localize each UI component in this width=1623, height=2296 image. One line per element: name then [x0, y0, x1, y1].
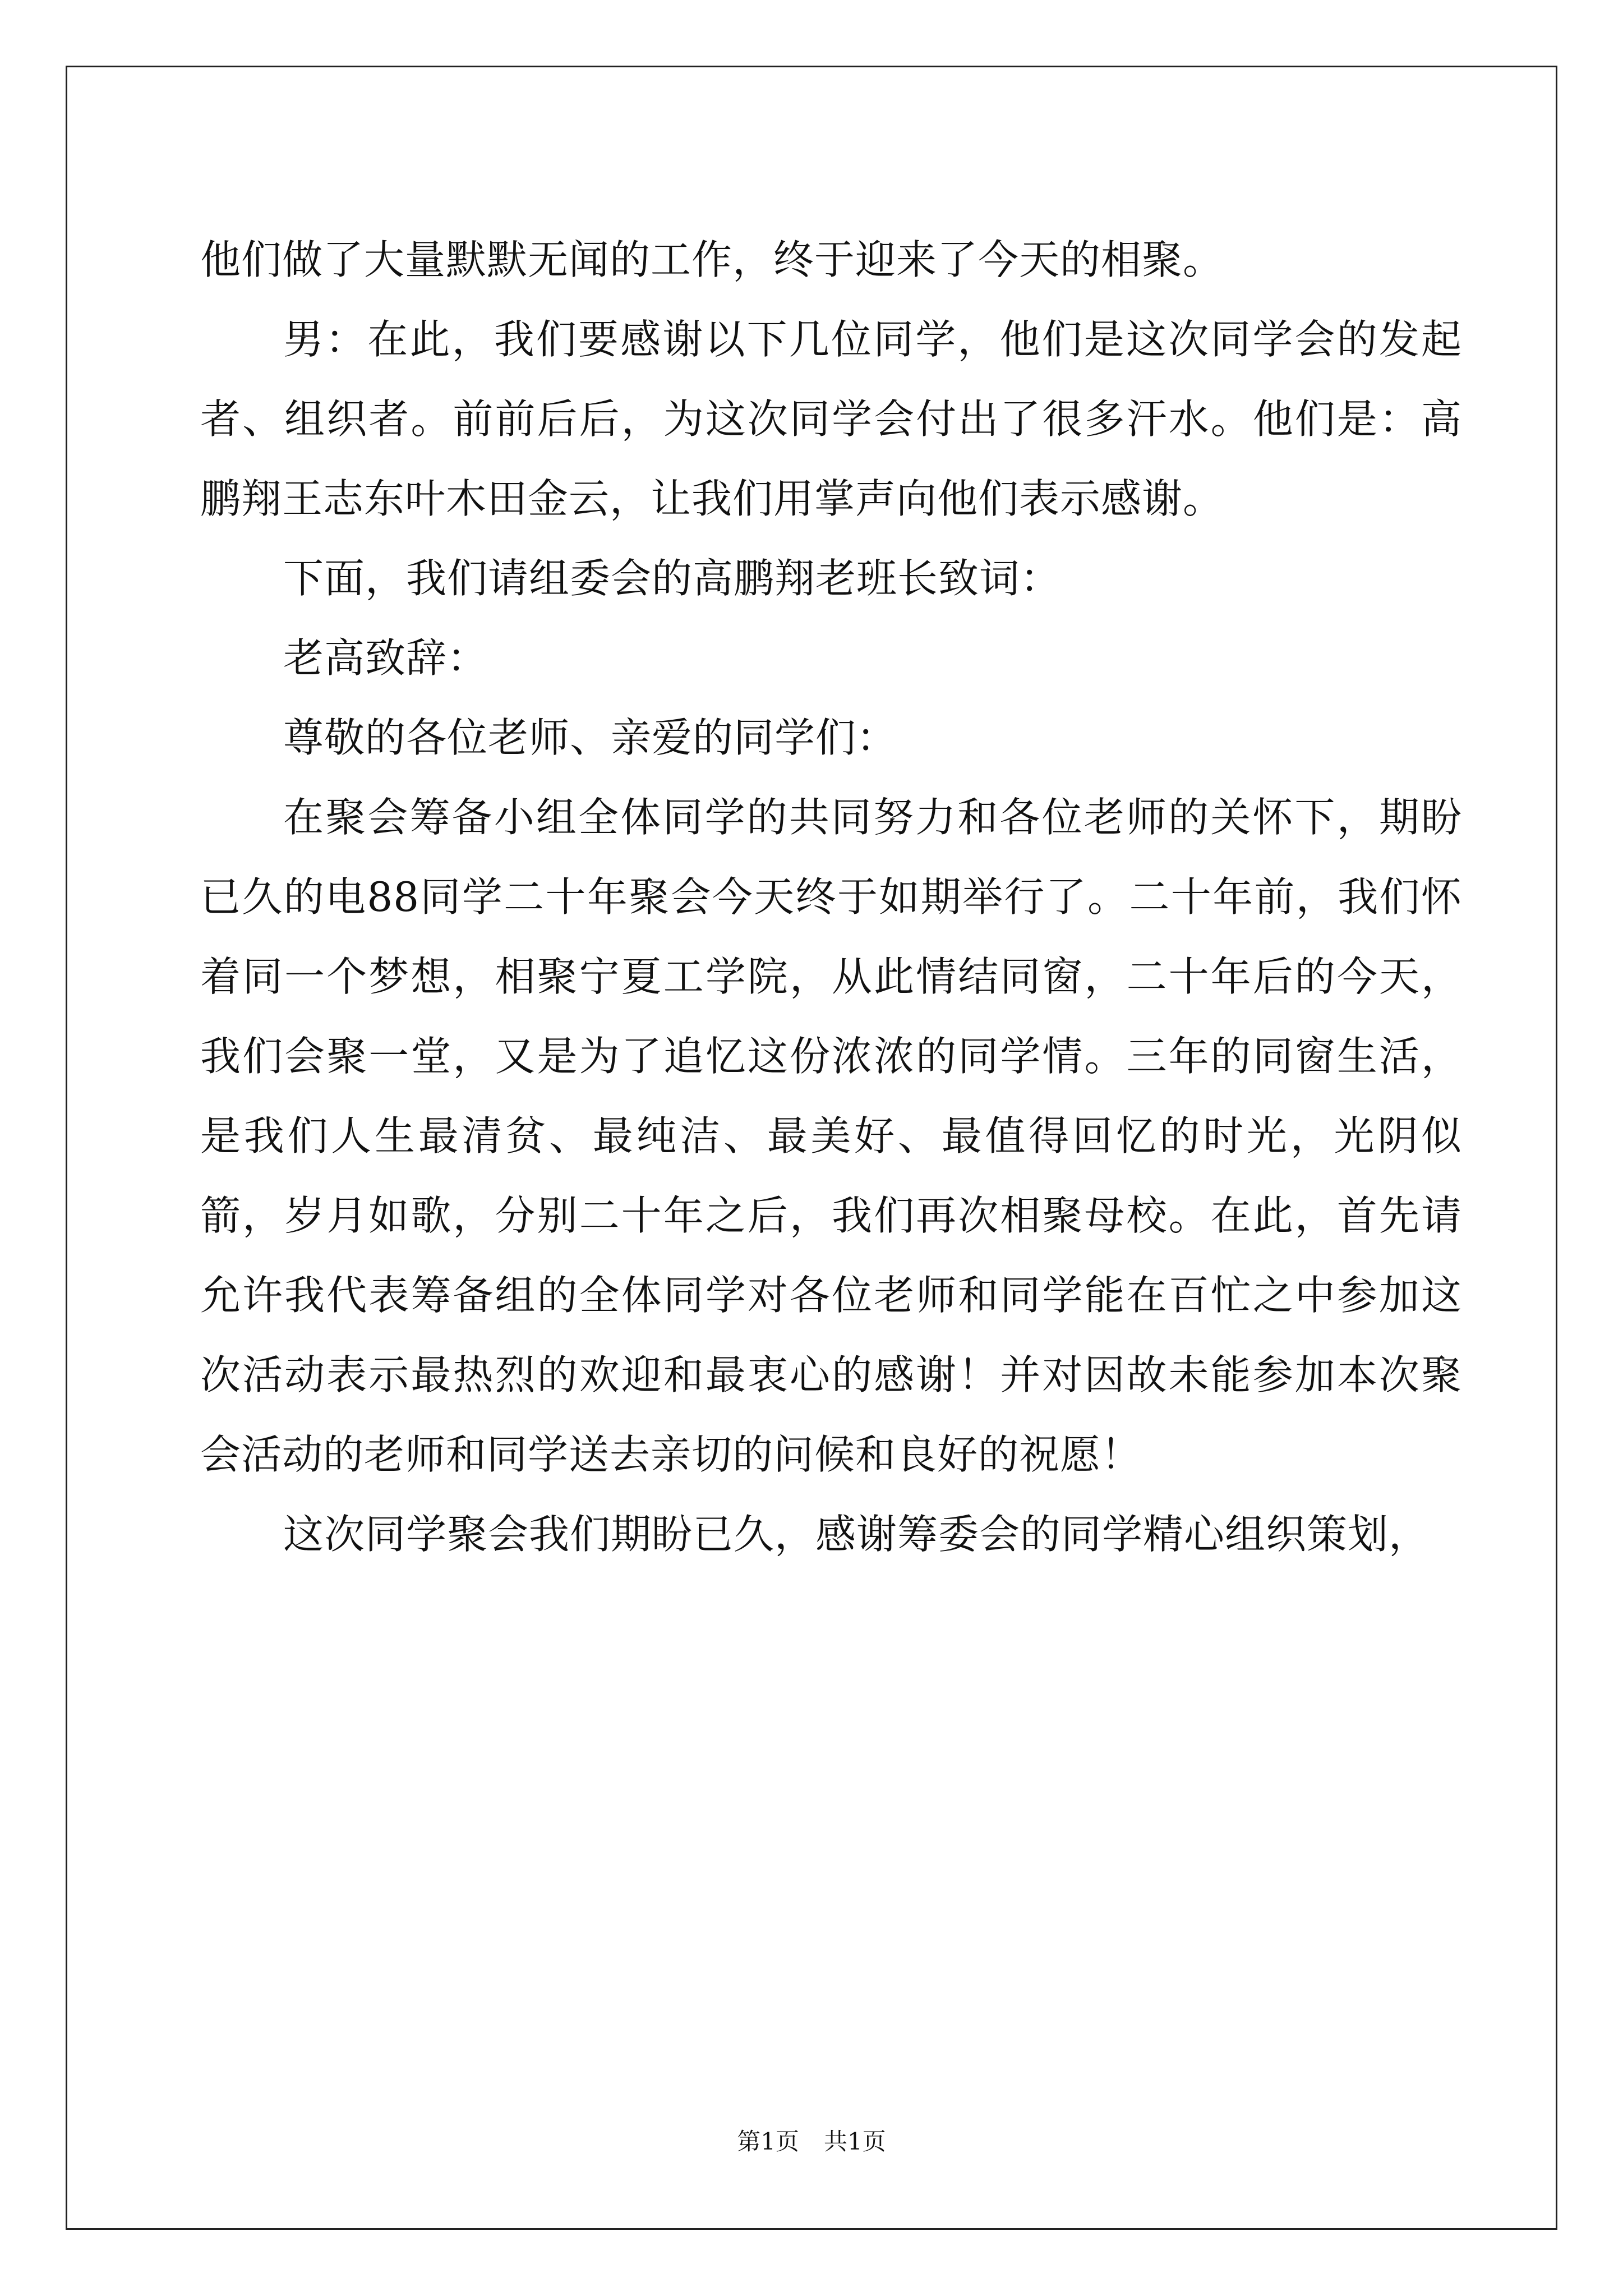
paragraph: 他们做了大量默默无闻的工作，终于迎来了今天的相聚。 [200, 236, 1224, 283]
paragraph: 在聚会筹备小组全体同学的共同努力和各位老师的关怀下，期盼已久的电88同学二十年聚会今天终于如期举行了。二十年前，我们怀着同一个梦想，相聚宁夏工学院，从此情结同窗，二十年后的今天，我们会聚一堂，又是为了追忆这份浓浓的同学情。三年的同窗生活，是我们人生最清贫、最纯洁、最美好、最值得回忆的时光，光阴似箭，岁月如歌，分别二十年之后，我们再次相聚母校。在此，首先请允许我代表筹备组的全体同学对各位老师和同学能在百忙之中参加这次活动表示最热烈的欢迎和最衷心的感谢！并对因故未能参加本次聚会活动的老师和同学送去亲切的问候和良好的祝愿！ [200, 794, 1462, 1478]
paragraph: 男：在此，我们要感谢以下几位同学，他们是这次同学会的发起者、组织者。前前后后，为这次同学会付出了很多汗水。他们是：高鹏翔王志东叶木田金云，让我们用掌声向他们表示感谢。 [200, 316, 1462, 522]
paragraph: 老高致辞： [283, 634, 488, 682]
page-number: 第1页 [737, 2128, 799, 2155]
paragraph: 尊敬的各位老师、亲爱的同学们： [283, 714, 898, 761]
paragraph: 这次同学聚会我们期盼已久，感谢筹委会的同学精心组织策划， [283, 1511, 1430, 1558]
page-footer [0, 2126, 1623, 2157]
document-body [200, 220, 1462, 1574]
page-total: 共1页 [824, 2128, 886, 2155]
paragraph: 下面，我们请组委会的高鹏翔老班长致词： [283, 555, 1062, 602]
